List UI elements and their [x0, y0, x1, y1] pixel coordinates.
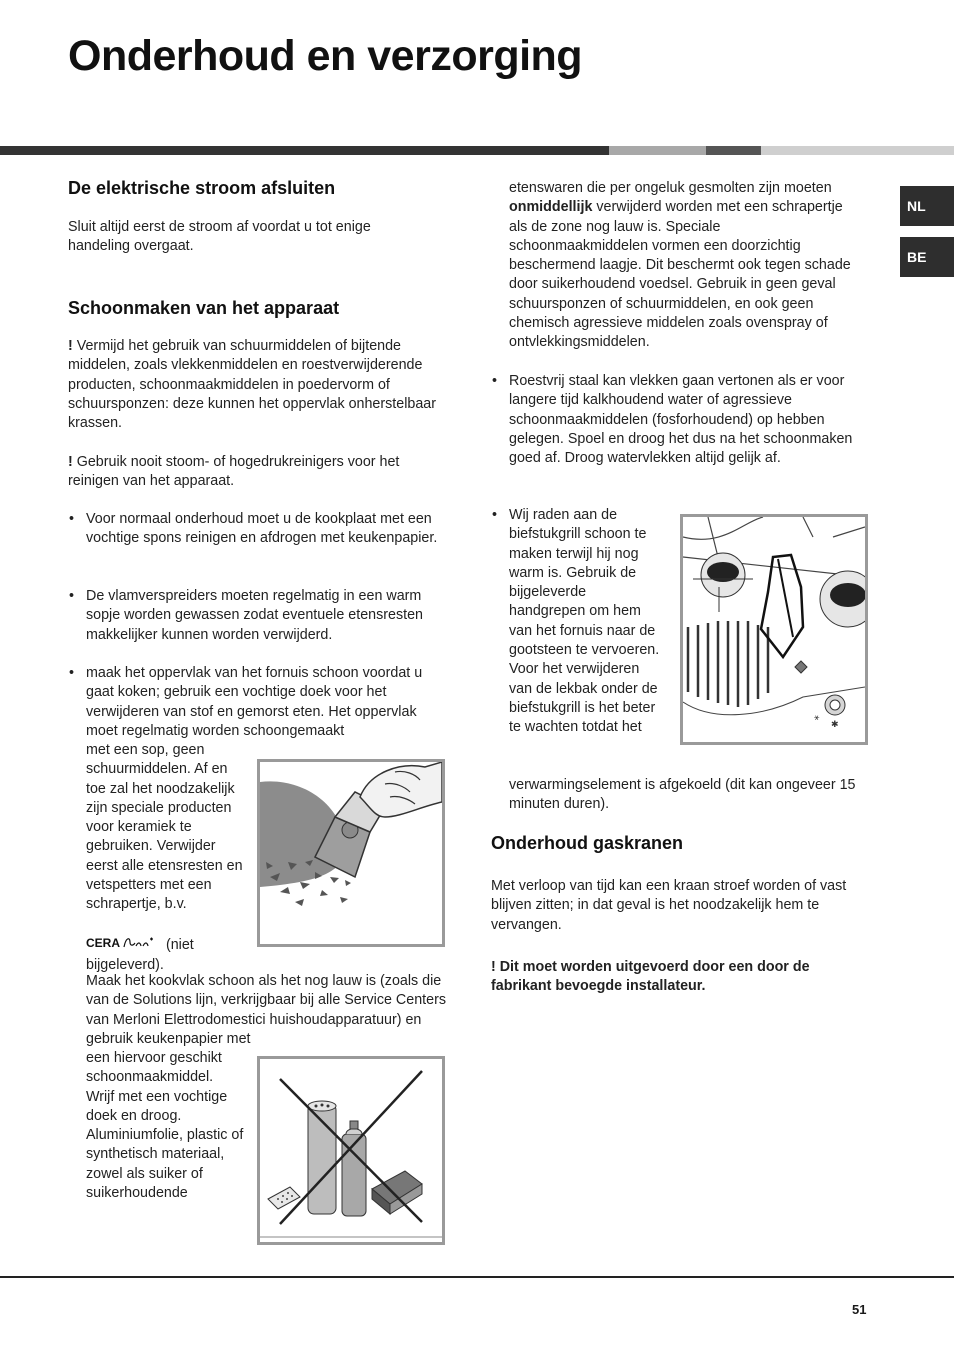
bullet-normal-maintenance: • Voor normaal onderhoud moet u de kookplaat met een vochtige spons reinigen en afdrogen met keukenpapier.	[86, 510, 441, 549]
svg-text:CERA: CERA	[86, 936, 121, 950]
lang-tab-be: BE	[900, 237, 954, 277]
cleaning-continued-start: etenswaren die per ongeluk gesmolten zijn moeten	[509, 180, 832, 196]
warning-mark: !	[68, 454, 73, 470]
header-rule-dark	[0, 146, 609, 155]
bullet-flame-spreaders: • De vlamverspreiders moeten regelmatig in een warm sopje worden gewassen zodat eventuele etensresten makkelijker kunnen worden verwijderd.	[86, 587, 446, 645]
header-rule-light	[609, 146, 706, 155]
cleaning-agent-narrow: een hiervoor geschikt schoonmaakmiddel. Wrijf met een vochtige doek en droog. Aluminiumfolie, plastic of synthetisch materiaal, zowel als suiker of suikerhoudende	[86, 1050, 244, 1202]
bullet-surface-clean: • maak het oppervlak van het fornuis schoon voordat u gaat koken; gebruik een vochtige doek voor het verwijderen van stof en gemorst eten. Het oppervlak moet regelmatig worden schoongemaakt	[86, 664, 446, 741]
surface-clean-narrow: met een sop, geen schuurmiddelen. Af en toe zal het noodzakelijk zijn speciale producten voor keramiek te gebruiken. Verwijder eerst alle etensresten en vetspetters met een schrapertje, b.v.	[86, 742, 243, 913]
scraper-illustration	[257, 759, 445, 947]
grill-handles-illustration	[680, 514, 868, 745]
onmiddellijk: onmiddellijk	[509, 199, 593, 216]
page-title: Onderhoud en verzorging	[68, 32, 583, 80]
cera-line	[86, 934, 246, 976]
power-text: Sluit altijd eerst de stroom af voordat u tot enige handeling overgaat.	[68, 219, 371, 255]
header-rule-mid	[706, 146, 761, 155]
niet-bijgeleverd: (niet bijgeleverd).	[86, 936, 194, 974]
bullet-stainless-steel: • Roestvrij staal kan vlekken gaan vertonen als er voor langere tijd kalkhoudend water of agressieve schoonmaakmiddelen (fosforhoudend) op hebben gelegen. Spoel en droog het dus na het schoonmaken goed af. Droog watervlekken altijd gelijk af.	[509, 372, 860, 468]
cera-logo	[86, 934, 158, 956]
section-heading-power: De elektrische stroom afsluiten	[68, 178, 336, 198]
cleaning-continued-end: verwijderd worden met een schrapertje als de zone nog lauw is. Speciale schoonmaakmiddelen vormen een doorzichtig beschermend laagje. Dit beschermt ook tegen schade door suikerhoudend voedsel. Gebruik in geen geval schuursponzen of schuurmiddelen, en ook geen chemisch agressieve middelen zoals ovenspray of ontvlekkingsmiddelen.	[509, 199, 851, 351]
svg-text:⚹: ⚹	[814, 713, 820, 723]
grill-text-wide: verwarmingselement is afgekoeld (dit kan ongeveer 15 minuten duren).	[509, 777, 856, 813]
section-heading-gas-taps: Onderhoud gaskranen	[491, 833, 684, 853]
page-number: 51	[852, 1302, 867, 1317]
warning-steam	[68, 453, 438, 492]
warning-abrasives-text: Vermijd het gebruik van schuurmiddelen of bijtende middelen, zoals vlekkenmiddelen en roestverwijderende producten, schoonmaakmiddelen in poedervorm of schuursponzen: deze kunnen het oppervlak onherstelbaar krassen.	[68, 338, 436, 432]
gas-taps-warning: ! Dit moet worden uitgevoerd door een door de fabrikant bevoegde installateur.	[491, 959, 810, 995]
section-heading-cleaning: Schoonmaken van het apparaat	[68, 298, 340, 318]
footer-rule	[0, 1276, 954, 1278]
bullet-grill: • Wij raden aan de biefstukgrill schoon te maken terwijl hij nog warm is. Gebruik de bijgeleverde handgrepen om hem van het fornuis naar de gootsteen te vervoeren. Voor het verwijderen van de lekbak onder de biefstukgrill is het beter te wachten totdat het	[509, 506, 664, 738]
prohibited-products-illustration	[257, 1056, 445, 1245]
gas-taps-text: Met verloop van tijd kan een kraan stroef worden of vast blijven zitten; in dat geval is het noodzakelijk hem te vervangen.	[491, 878, 847, 933]
lukewarm-clean-text: Maak het kookvlak schoon als het nog lauw is (zoals die van de Solutions lijn, verkrijgbaar bij alle Service Centers van Merloni Elettrodomestici huishoudapparatuur) en gebruik keukenpapier met	[86, 973, 446, 1047]
svg-text:✱: ✱	[831, 720, 839, 730]
lang-tab-nl: NL	[900, 186, 954, 226]
warning-steam-text: Gebruik nooit stoom- of hogedrukreinigers voor het reinigen van het apparaat.	[68, 454, 400, 490]
warning-mark: !	[68, 338, 73, 354]
warning-abrasives	[68, 337, 443, 433]
header-rule-pale	[761, 146, 954, 155]
cleaning-continued	[509, 179, 860, 353]
